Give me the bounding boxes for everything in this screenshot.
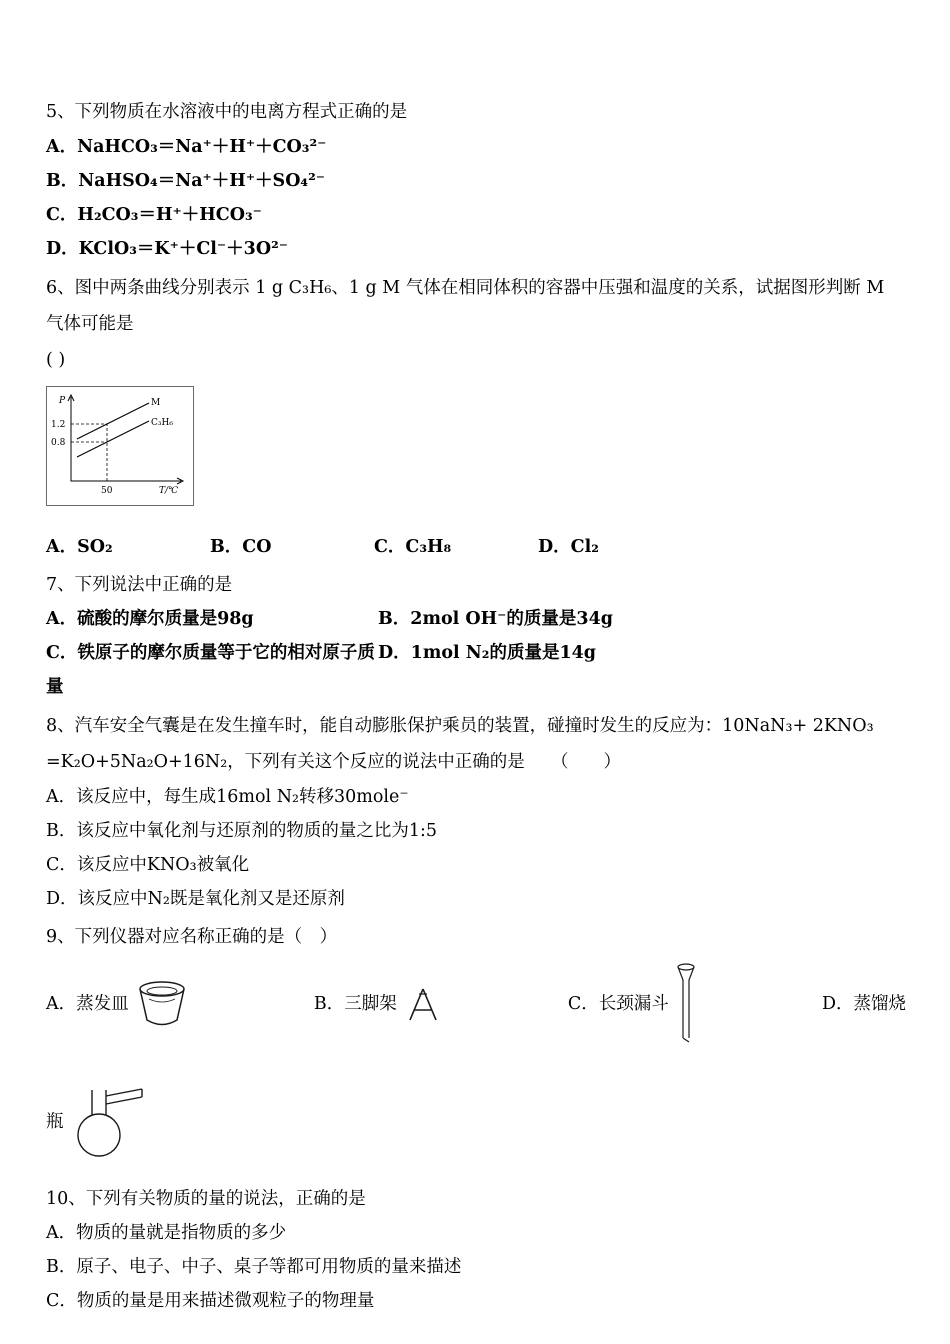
chart-axes <box>71 397 181 481</box>
q10-option-c: C．物质的量是用来描述微观粒子的物理量 <box>46 1291 375 1311</box>
series-C3H6-label: C₃H₆ <box>151 418 173 428</box>
q9-option-c <box>568 962 697 1046</box>
q6-option-a: A．SO₂ <box>46 537 113 557</box>
q6-option-d: D．Cl₂ <box>538 537 599 557</box>
q9-option-d-continuation <box>46 1080 906 1164</box>
q9-option-a-label: A．蒸发皿 <box>46 994 129 1014</box>
y-tick-1.2: 1.2 <box>51 420 66 430</box>
q9-option-d-label: D．蒸馏烧 <box>821 994 906 1014</box>
q6-options-row <box>46 530 906 564</box>
q9-option-b <box>314 984 443 1024</box>
q7-options-grid <box>46 602 906 704</box>
q9-stem: 9、下列仪器对应名称正确的是（ ） <box>46 927 338 947</box>
q9-option-a <box>46 979 189 1029</box>
q10-option-a: A．物质的量就是指物质的多少 <box>46 1223 287 1243</box>
evaporating-dish-icon <box>135 979 189 1029</box>
q7-option-c: C．铁原子的摩尔质量等于它的相对原子质量 <box>46 643 375 697</box>
question-7 <box>46 568 906 704</box>
q5-option-c: C．H₂CO₃＝H⁺＋HCO₃⁻ <box>46 205 262 225</box>
q6-stem: 6、图中两条曲线分别表示 1 g C₃H₆、1 g M 气体在相同体积的容器中压强和温度的关系，试据图形判断 M 气体可能是 <box>46 278 890 334</box>
q10-option-b: B．原子、电子、中子、桌子等都可用物质的量来描述 <box>46 1257 462 1277</box>
q8-option-a: A．该反应中，每生成16mol N₂转移30mole⁻ <box>46 787 409 807</box>
q6-option-c: C．C₃H₈ <box>374 537 452 557</box>
y-axis-label: P <box>59 396 66 406</box>
question-10 <box>46 1182 906 1318</box>
q7-option-d: D．1mol N₂的质量是14g <box>378 643 597 663</box>
q5-option-d: D．KClO₃＝K⁺＋Cl⁻＋3O²⁻ <box>46 239 288 259</box>
question-9 <box>46 920 906 1164</box>
q10-stem: 10、下列有关物质的量的说法，正确的是 <box>46 1189 366 1209</box>
q6-pressure-temperature-chart <box>46 386 194 506</box>
q9-option-d <box>822 987 906 1021</box>
q9-option-d-label-2: 瓶 <box>46 1112 64 1132</box>
tripod-icon <box>403 984 443 1024</box>
q6-stem-parens: ( ) <box>46 350 66 370</box>
question-5 <box>46 94 906 266</box>
q5-option-b: B．NaHSO₄＝Na⁺＋H⁺＋SO₄²⁻ <box>46 171 325 191</box>
q8-stem: 8、汽车安全气囊是在发生撞车时，能自动膨胀保护乘员的装置，碰撞时发生的反应为：10NaN₃+ 2KNO₃ =K₂O+5Na₂O+16N₂，下列有关这个反应的说法中正确的是 （ ） <box>46 716 880 772</box>
q7-option-a: A．硫酸的摩尔质量是98g <box>46 609 254 629</box>
q7-option-b: B．2mol OH⁻的质量是34g <box>378 609 614 629</box>
x-axis-label: T/℃ <box>159 486 179 496</box>
q8-option-b: B．该反应中氧化剂与还原剂的物质的量之比为1:5 <box>46 821 438 841</box>
q5-stem: 5、下列物质在水溶液中的电离方程式正确的是 <box>46 102 408 122</box>
series-M-line <box>77 403 149 439</box>
x-tick-50: 50 <box>101 486 113 496</box>
y-tick-0.8: 0.8 <box>51 438 66 448</box>
series-M-label: M <box>151 398 161 408</box>
q9-options-row <box>46 956 906 1052</box>
series-C3H6-line <box>77 421 149 457</box>
distillation-flask-icon <box>72 1084 150 1160</box>
q6-option-b: B．CO <box>210 537 272 557</box>
q9-option-c-label: C．长颈漏斗 <box>567 994 669 1014</box>
q7-stem: 7、下列说法中正确的是 <box>46 575 233 595</box>
q9-option-b-label: B．三脚架 <box>313 994 397 1014</box>
chart-svg <box>47 387 193 505</box>
q8-option-d: D．该反应中N₂既是氧化剂又是还原剂 <box>46 889 345 909</box>
question-8 <box>46 708 906 916</box>
question-6 <box>46 270 906 564</box>
q5-option-a: A．NaHCO₃＝Na⁺＋H⁺＋CO₃²⁻ <box>46 137 327 157</box>
long-neck-funnel-icon <box>675 962 697 1046</box>
q8-option-c: C．该反应中KNO₃被氧化 <box>46 855 250 875</box>
